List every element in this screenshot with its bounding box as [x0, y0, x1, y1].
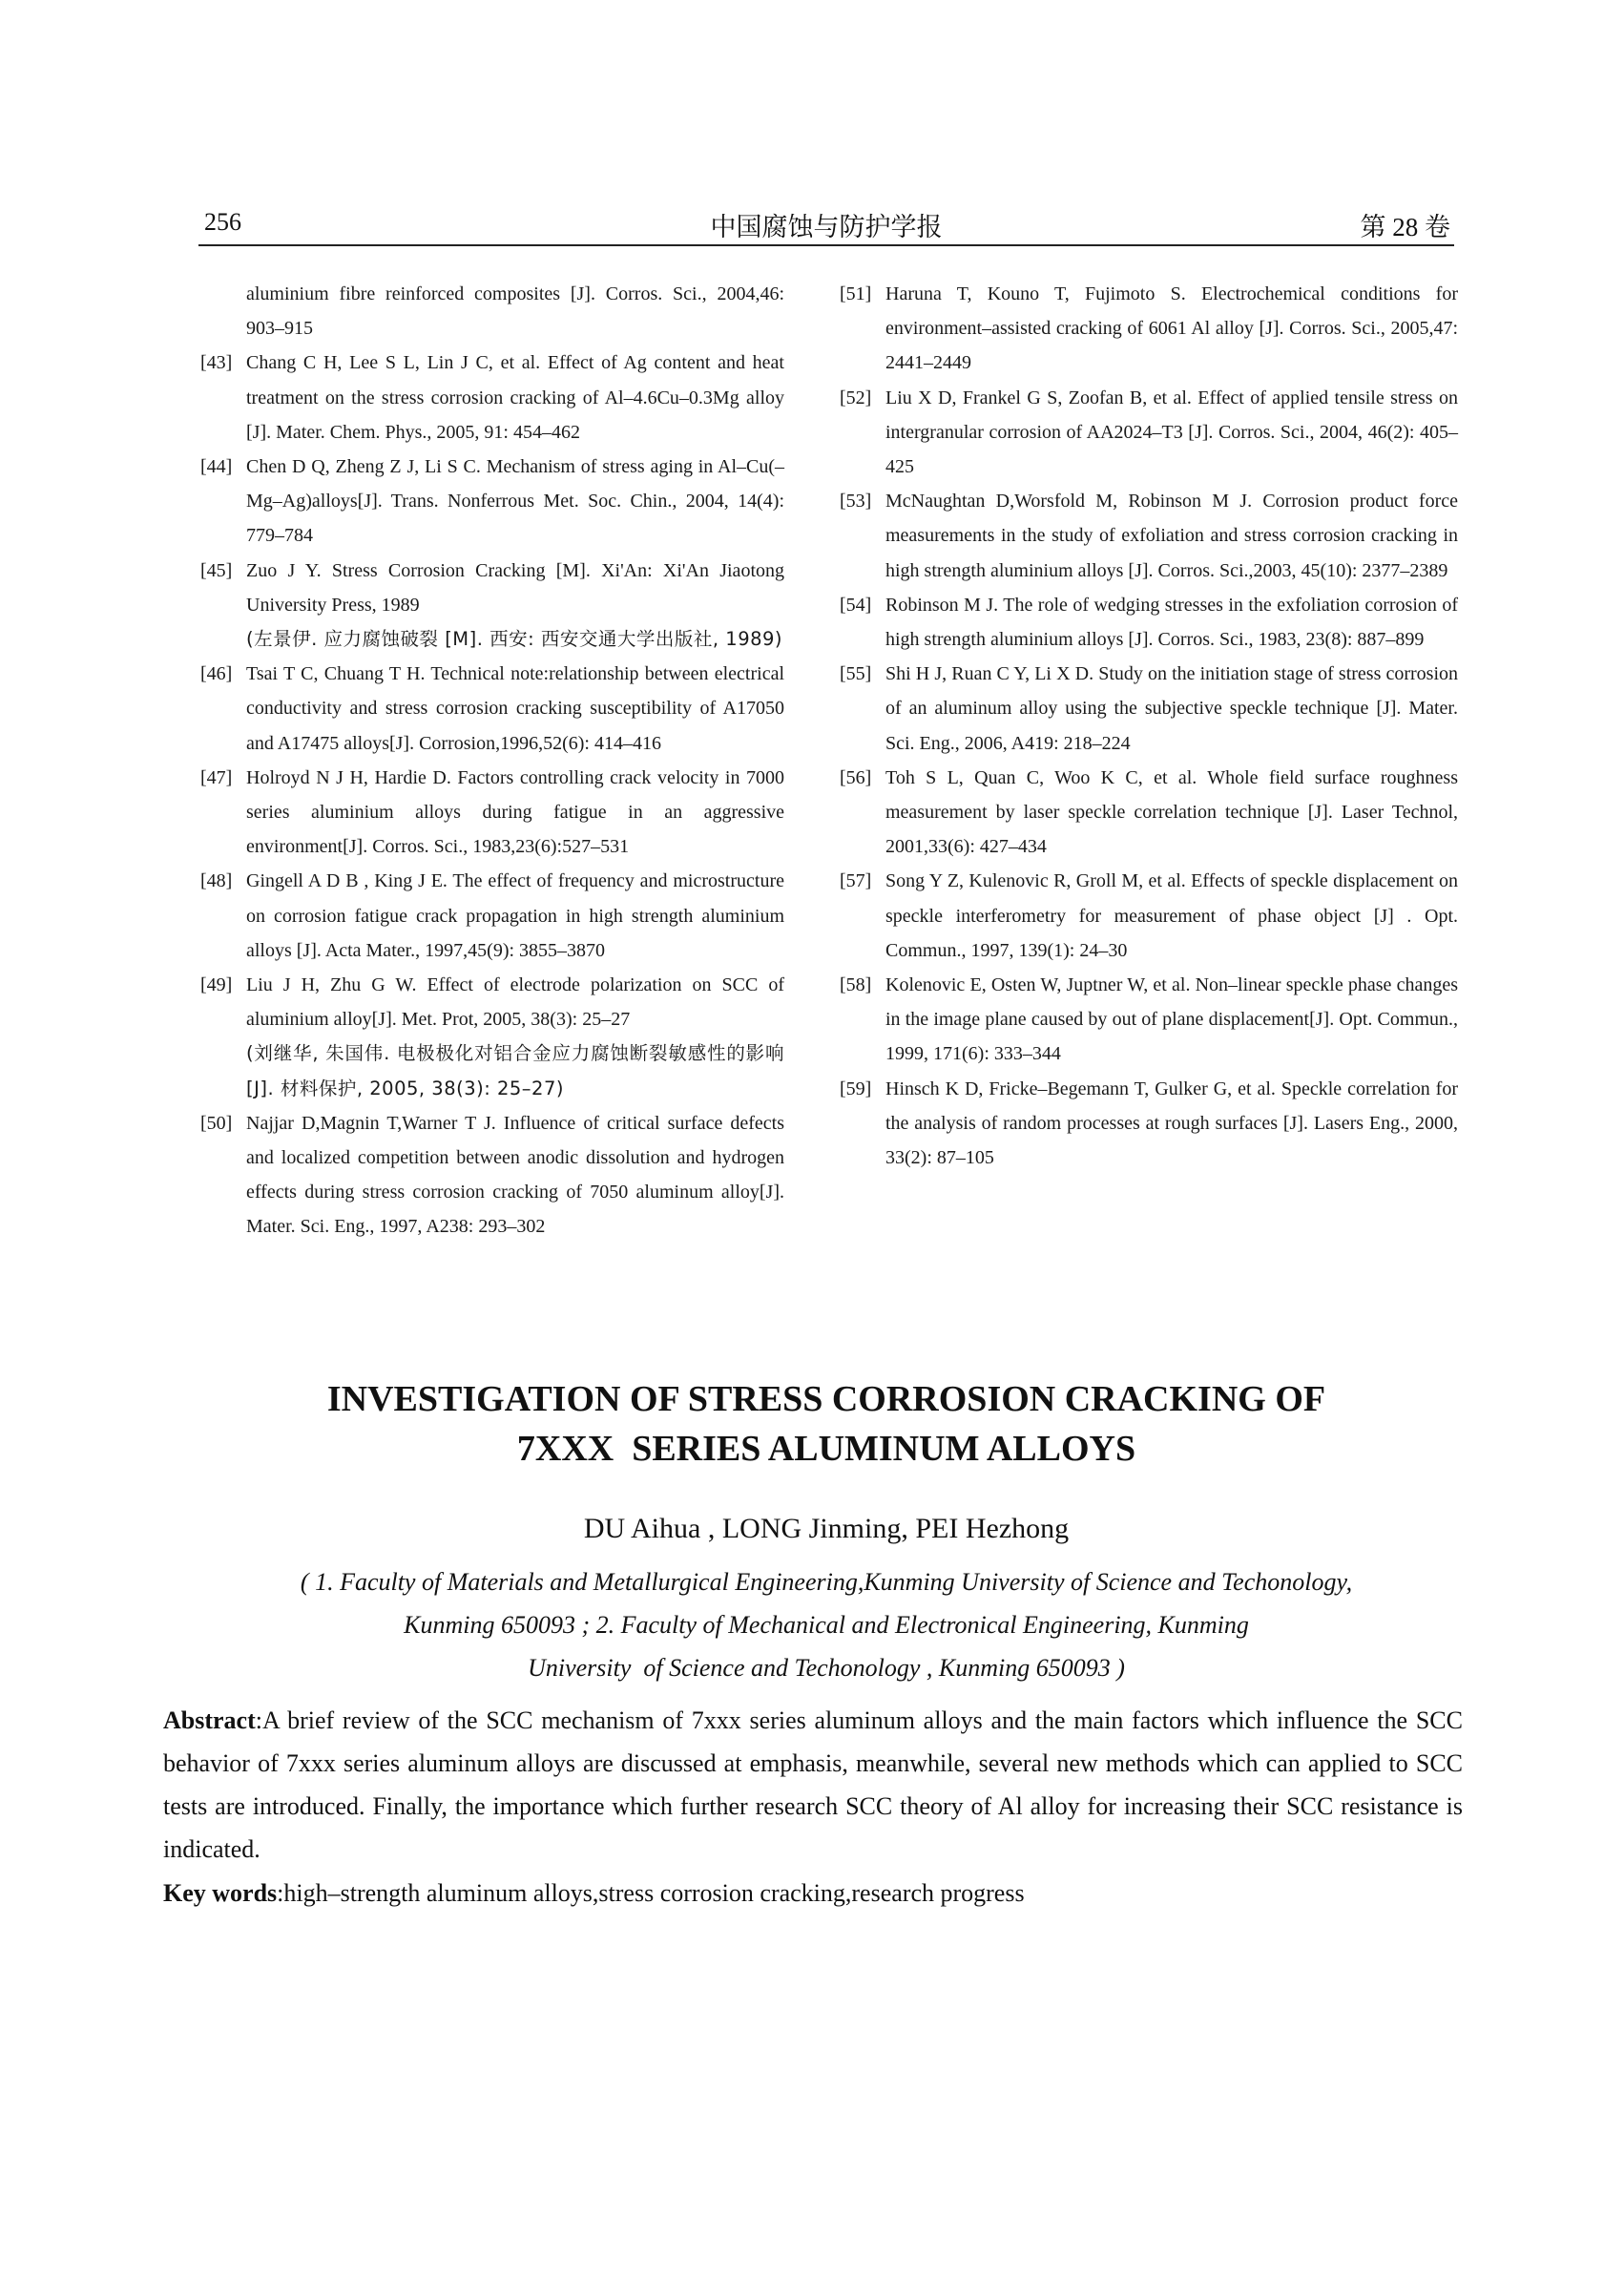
reference-text: aluminium fibre reinforced composites [J]. Corros. Sci., 2004,46: 903–915 [246, 283, 784, 340]
author-list: DU Aihua , LONG Jinming, PEI Hezhong [583, 1513, 1070, 1544]
reference-item [840, 1072, 1458, 1176]
reference-text: Hinsch K D, Fricke–Begemann T, Gulker G, et al. Speckle correlation for the analysis of random processes at rough surfaces [J]. Lasers Eng., 2000, 33(2): 87–105 [885, 1078, 1458, 1169]
reference-number: [53] [840, 491, 872, 513]
reference-text: Shi H J, Ruan C Y, Li X D. Study on the initiation stage of stress corrosion of an aluminum alloy using the subjective speckle technique [J]. Mater. Sci. Eng., 2006, A419: 218–224 [885, 663, 1458, 754]
journal-name: 中国腐蚀与防护学报 [710, 213, 943, 241]
reference-item [840, 381, 1458, 485]
reference-item [840, 968, 1458, 1072]
page-number: 256 [204, 208, 241, 236]
reference-number: [47] [200, 766, 233, 788]
page-header [198, 202, 1454, 246]
reference-text: Toh S L, Quan C, Woo K C, et al. Whole field surface roughness measurement by laser speckle correlation technique [J]. Laser Technol, 2001,33(6): 427–434 [885, 766, 1458, 858]
affiliation-line: University of Science and Techonology , Kunming 650093 ) [528, 1654, 1125, 1682]
reference-number: [52] [840, 387, 872, 408]
reference-text: Liu J H, Zhu G W. Effect of electrode polarization on SCC of aluminium alloy[J]. Met. Prot, 2005, 38(3): 25–27 [246, 974, 784, 1031]
title-line: 7XXX SERIES ALUMINUM ALLOYS [516, 1429, 1136, 1469]
reference-chinese-text: (刘继华, 朱国伟. 电极极化对铝合金应力腐蚀断裂敏感性的影响[J]. 材料保护, 2005, 38(3): 25–27) [246, 1042, 784, 1099]
abstract [163, 1699, 1463, 1871]
reference-number: [44] [200, 456, 233, 478]
affiliation-line: Kunming 650093 ; 2. Faculty of Mechanical and Electronical Engineering, Kunming [404, 1611, 1249, 1639]
reference-item [200, 450, 784, 554]
references-right-column [840, 277, 1458, 1175]
reference-number: [55] [840, 663, 872, 685]
reference-text: Chen D Q, Zheng Z J, Li S C. Mechanism of stress aging in Al–Cu(–Mg–Ag)alloys[J]. Trans. Nonferrous Met. Soc. Chin., 2004, 14(4): 779–784 [246, 456, 784, 547]
reference-number: [43] [200, 352, 233, 374]
reference-number: [51] [840, 283, 872, 304]
reference-item [200, 554, 784, 658]
reference-number: [46] [200, 663, 233, 685]
article-title [198, 1374, 1454, 1474]
reference-item [200, 345, 784, 450]
reference-text: Gingell A D B , King J E. The effect of frequency and microstructure on corrosion fatigue crack propagation in high strength aluminium alloys [J]. Acta Mater., 1997,45(9): 3855–3870 [246, 870, 784, 961]
reference-text: Robinson M J. The role of wedging stresses in the exfoliation corrosion of high strength aluminium alloys [J]. Corros. Sci., 1983, 23(8): 887–899 [885, 594, 1458, 651]
reference-number: [45] [200, 559, 233, 581]
title-line: INVESTIGATION OF STRESS CORROSION CRACKING OF [326, 1379, 1326, 1419]
keywords-text: :high–strength aluminum alloys,stress corrosion cracking,research progress [277, 1879, 1025, 1907]
reference-number: [59] [840, 1078, 872, 1099]
reference-number: [56] [840, 766, 872, 788]
reference-text: Najjar D,Magnin T,Warner T J. Influence of critical surface defects and localized competition between anodic dissolution and hydrogen effects during stress corrosion cracking of 7050 aluminum alloy[J]. Mater. Sci. Eng., 1997, A238: 293–302 [246, 1112, 784, 1238]
reference-text: Tsai T C, Chuang T H. Technical note:relationship between electrical conductivity and stress corrosion cracking susceptibility of A17050 and A17475 alloys[J]. Corrosion,1996,52(6): 414–416 [246, 663, 784, 754]
keywords [163, 1872, 1463, 1915]
reference-number: [54] [840, 594, 872, 616]
abstract-label: Abstract [163, 1706, 256, 1734]
reference-item [200, 864, 784, 968]
reference-chinese-text: (左景伊. 应力腐蚀破裂 [M]. 西安: 西安交通大学出版社, 1989) [246, 628, 783, 651]
reference-number: [49] [200, 974, 233, 996]
reference-item [200, 1106, 784, 1245]
references-left-column [200, 277, 784, 1245]
reference-item [840, 277, 1458, 381]
reference-text: Kolenovic E, Osten W, Juptner W, et al. Non–linear speckle phase changes in the image plane caused by out of plane displacement[J]. Opt. Commun., 1999, 171(6): 333–344 [885, 974, 1458, 1065]
reference-item [200, 968, 784, 1106]
reference-number: [50] [200, 1112, 233, 1134]
reference-item [840, 484, 1458, 588]
reference-item [840, 588, 1458, 657]
volume-label: 第 28 卷 [1360, 213, 1450, 241]
affiliation-line: ( 1. Faculty of Materials and Metallurgical Engineering,Kunming University of Science and Techonology, [300, 1568, 1353, 1596]
reference-text: Zuo J Y. Stress Corrosion Cracking [M]. Xi'An: Xi'An Jiaotong University Press, 1989 [246, 559, 784, 616]
reference-number: [48] [200, 870, 233, 892]
reference-text: Chang C H, Lee S L, Lin J C, et al. Effect of Ag content and heat treatment on the stress corrosion cracking of Al–4.6Cu–0.3Mg alloy [J]. Mater. Chem. Phys., 2005, 91: 454–462 [246, 352, 784, 443]
reference-item [200, 277, 784, 345]
reference-text: Holroyd N J H, Hardie D. Factors controlling crack velocity in 7000 series aluminium alloys during fatigue in an aggressive environment[J]. Corros. Sci., 1983,23(6):527–531 [246, 766, 784, 858]
keywords-label: Key words [163, 1879, 278, 1907]
reference-item [840, 657, 1458, 761]
abstract-text: :A brief review of the SCC mechanism of 7xxx series aluminum alloys and the main factors which influence the SCC behavior of 7xxx series aluminum alloys are discussed at emphasis, meanwhile, several new methods which can applied to SCC tests are introduced. Finally, the importance which further research SCC theory of Al alloy for increasing their SCC resistance is indicated. [163, 1706, 1463, 1863]
reference-number: [58] [840, 974, 872, 996]
reference-item [200, 761, 784, 865]
reference-item [200, 657, 784, 761]
affiliations [198, 1560, 1454, 1689]
reference-text: Liu X D, Frankel G S, Zoofan B, et al. Effect of applied tensile stress on intergranular corrosion of AA2024–T3 [J]. Corros. Sci., 2004, 46(2): 405–425 [885, 387, 1458, 478]
reference-number: [57] [840, 870, 872, 892]
reference-item [840, 761, 1458, 865]
reference-item [840, 864, 1458, 968]
reference-text: McNaughtan D,Worsfold M, Robinson M J. Corrosion product force measurements in the study of exfoliation and stress corrosion cracking in high strength aluminium alloys [J]. Corros. Sci.,2003, 45(10): 2377–2389 [885, 491, 1458, 581]
reference-text: Haruna T, Kouno T, Fujimoto S. Electrochemical conditions for environment–assisted cracking of 6061 Al alloy [J]. Corros. Sci., 2005,47: 2441–2449 [885, 283, 1458, 374]
reference-text: Song Y Z, Kulenovic R, Groll M, et al. Effects of speckle displacement on speckle interferometry for measurement of phase object [J] . Opt. Commun., 1997, 139(1): 24–30 [885, 870, 1458, 961]
